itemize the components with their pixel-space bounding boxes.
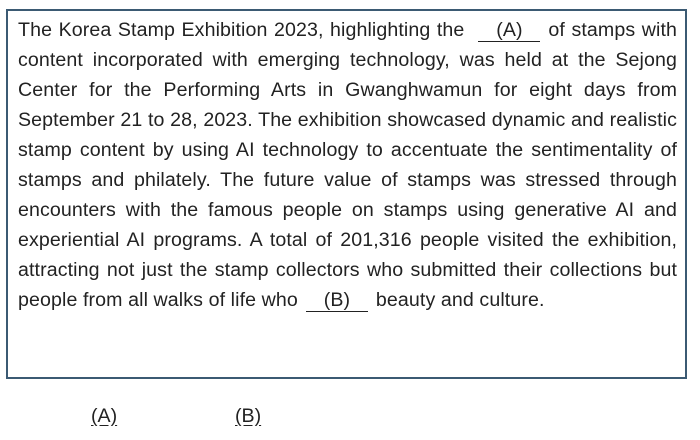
blank-b-label: (B) [306,289,368,312]
passage-segment-1: The Korea Stamp Exhibition 2023, highlighting the [18,19,465,41]
blank-a [478,15,540,45]
passage-segment-3: beauty and culture. [375,289,545,311]
passage-box [6,9,687,379]
passage-segment-2: of stamps with content incorporated with emerging technology, was held at the Sejong Center for the Performing Arts in Gwanghwamun for eight days from September 21 to 28, 2023. The exhibition showcased dynamic and realistic stamp content by using AI technology to accentuate the sentimentality of stamps and philately. The future value of stamps was stressed through encounters with the famous people on stamps using generative AI and experiential AI programs. A total of 201,316 people visited the exhibition, attracting not just the stamp collectors who submitted their collections but people from all walks of life who [18,19,677,311]
answer-label-b: (B) [235,405,262,427]
answer-label-a: (A) [91,405,118,427]
blank-b [306,285,368,315]
passage-text [18,15,677,315]
answer-header [0,405,700,435]
blank-a-label: (A) [478,19,540,42]
